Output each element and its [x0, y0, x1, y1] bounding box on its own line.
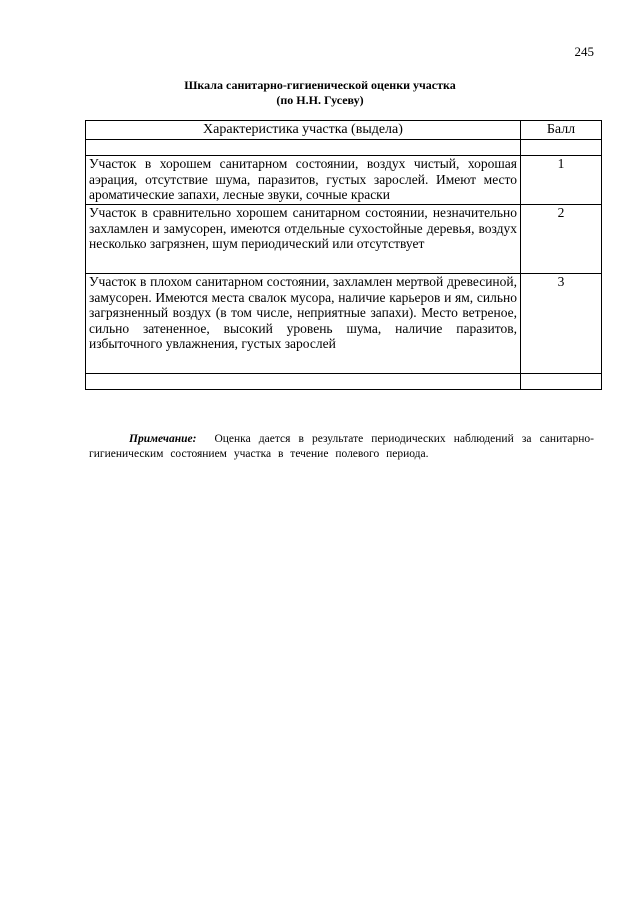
note-text: Оценка дается в результате периодических наблюдений за санитарно-гигиеническим состоянием участка в течение полевого периода.	[89, 433, 594, 460]
title-line-2: (по Н.Н. Гусеву)	[276, 93, 364, 107]
empty-cell	[86, 374, 521, 390]
header-score: Балл	[521, 121, 602, 140]
row-score: 3	[521, 274, 602, 374]
title-line-1: Шкала санитарно-гигиенической оценки участка	[184, 78, 456, 92]
empty-cell	[521, 374, 602, 390]
table-row	[86, 205, 602, 274]
row-description: Участок в хорошем санитарном состоянии, воздух чистый, хорошая аэрация, отсутствие шума, паразитов, густых зарослей. Имеют место ароматические запахи, лесные звуки, сочные краски	[86, 156, 521, 205]
table-spacer-row	[86, 374, 602, 390]
row-description: Участок в сравнительно хорошем санитарном состоянии, незначительно захламлен и замусорен, имеются отдельные сухостойные деревья, воздух несколько загрязнен, шум периодический или отсутствует	[86, 205, 521, 274]
table-row	[86, 156, 602, 205]
row-description: Участок в плохом санитарном состоянии, захламлен мертвой древесиной, замусорен. Имеются места свалок мусора, наличие карьеров и ям, сильно загрязненный воздух (в том числе, неприятные запахи). Место ветреное, сильно затененное, высокий уровень шума, наличие паразитов, избыточного увлажнения, густых зарослей	[86, 274, 521, 374]
row-score: 1	[521, 156, 602, 205]
table-header-row	[86, 121, 602, 140]
empty-cell	[86, 140, 521, 156]
empty-cell	[521, 140, 602, 156]
header-description: Характеристика участка (выдела)	[86, 121, 521, 140]
note-paragraph	[89, 432, 594, 462]
note-label: Примечание:	[129, 433, 197, 445]
sanitary-score-table	[85, 120, 602, 390]
table-row	[86, 274, 602, 374]
row-score: 2	[521, 205, 602, 274]
page-number: 245	[574, 44, 594, 59]
table-spacer-row	[86, 140, 602, 156]
page-title	[0, 78, 640, 108]
